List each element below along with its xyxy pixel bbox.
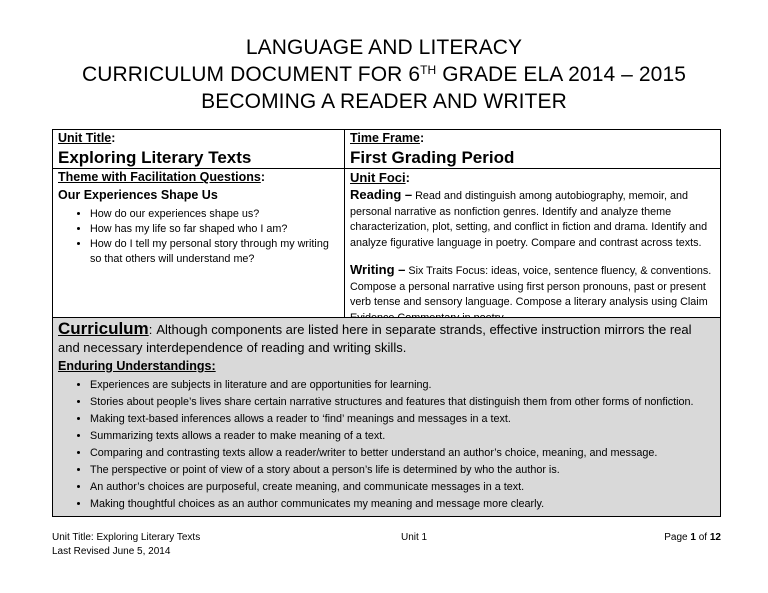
theme-label: Theme with Facilitation Questions	[58, 170, 261, 184]
writing-focus	[350, 262, 715, 326]
facilitation-questions	[58, 207, 339, 267]
writing-head: Writing –	[350, 262, 406, 277]
understanding-item: • Stories about people’s lives share certain narrative structures and features that distinguish them from other forms of nonfiction.	[90, 394, 715, 411]
header-line-2-post: GRADE ELA 2014 – 2015	[436, 63, 687, 86]
question-item: • How do our experiences shape us?	[90, 207, 339, 222]
enduring-understandings-label: Enduring Understandings	[58, 359, 212, 373]
time-frame-colon: :	[419, 131, 425, 145]
unit-title-label: Unit Title	[58, 131, 112, 145]
header-line-3: BECOMING A READER AND WRITER	[201, 90, 567, 113]
understanding-item: • Making text-based inferences allows a reader to ‘find’ meanings and messages in a text.	[90, 411, 715, 428]
footer-revised: Last Revised June 5, 2014	[52, 546, 171, 557]
time-frame-label: Time Frame	[350, 131, 420, 145]
understanding-item: • The perspective or point of view of a story about a person’s life is determined by who the author is.	[90, 462, 715, 479]
understanding-item: • Making thoughtful choices as an author communicates my meaning and message more clearly.	[90, 496, 715, 513]
question-item: • How has my life so far shaped who I am?	[90, 222, 339, 237]
page-of: of	[695, 532, 710, 543]
unit-title-cell	[53, 130, 345, 168]
curriculum-label: Curriculum	[58, 319, 149, 338]
footer-unit-title: Unit Title: Exploring Literary Texts	[52, 532, 201, 543]
header-line-1: LANGUAGE AND LITERACY	[245, 36, 523, 59]
footer-page-number	[664, 531, 721, 545]
curriculum-text: Although components are listed here in separate strands, effective instruction mirrors the real and necessary interdependence of reading and writing skills.	[58, 322, 692, 355]
understanding-item: • Comparing and contrasting texts allow a reader/writer to better understand an author’s choice, meaning, and message.	[90, 445, 715, 462]
page-total: 12	[709, 532, 721, 543]
header-line-2	[0, 61, 768, 88]
curriculum-table	[52, 129, 721, 517]
question-item: • How do I tell my personal story through my writing so that others will understand me?	[90, 237, 339, 267]
header-line-2-sup: TH	[420, 63, 437, 77]
curriculum-colon: :	[148, 322, 153, 337]
writing-text: Six Traits Focus: ideas, voice, sentence fluency, & conventions. Compose a personal narrative using first person pronouns, past or present verb tense and sensory language. Compose a literary analysis using Claim	[350, 265, 712, 308]
enduring-understandings-colon: :	[211, 359, 216, 373]
theme-foci-row	[53, 169, 720, 318]
unit-title-value: Exploring Literary Texts	[58, 148, 252, 167]
theme-colon: :	[260, 170, 265, 184]
understanding-item: • An author’s choices are purposeful, create meaning, and communicate messages in a text.	[90, 479, 715, 496]
time-frame-value: First Grading Period	[350, 148, 515, 167]
reading-head: Reading –	[350, 187, 413, 202]
reading-focus	[350, 187, 715, 251]
time-frame-cell	[345, 130, 720, 168]
title-row	[53, 130, 720, 169]
unit-foci-cell	[345, 169, 720, 317]
page-num: 1	[690, 532, 696, 543]
page-word: Page	[664, 532, 691, 543]
understanding-item: • Experiences are subjects in literature and are opportunities for learning.	[90, 377, 715, 394]
header-line-2-pre: CURRICULUM DOCUMENT FOR 6	[81, 63, 421, 86]
document-header	[0, 34, 768, 115]
enduring-understandings-list	[58, 377, 715, 513]
unit-foci-label: Unit Foci	[350, 170, 406, 185]
reading-text: Read and distinguish among autobiography, memoir, and personal narrative as nonfiction genres. Identify and analyze theme characterization, plot, setting, and conflict in fiction and drama. Identify and analyze figurative language in poetry. Compare and contrast across texts.	[350, 190, 708, 249]
footer-unit: Unit 1	[401, 532, 428, 543]
theme-cell	[53, 169, 345, 317]
unit-foci-colon: :	[405, 170, 410, 185]
theme-subtitle: Our Experiences Shape Us	[58, 188, 218, 202]
unit-title-colon: :	[111, 131, 116, 145]
understanding-item: • Summarizing texts allows a reader to make meaning of a text.	[90, 428, 715, 445]
curriculum-cell	[53, 318, 720, 516]
curriculum-row	[53, 318, 720, 516]
